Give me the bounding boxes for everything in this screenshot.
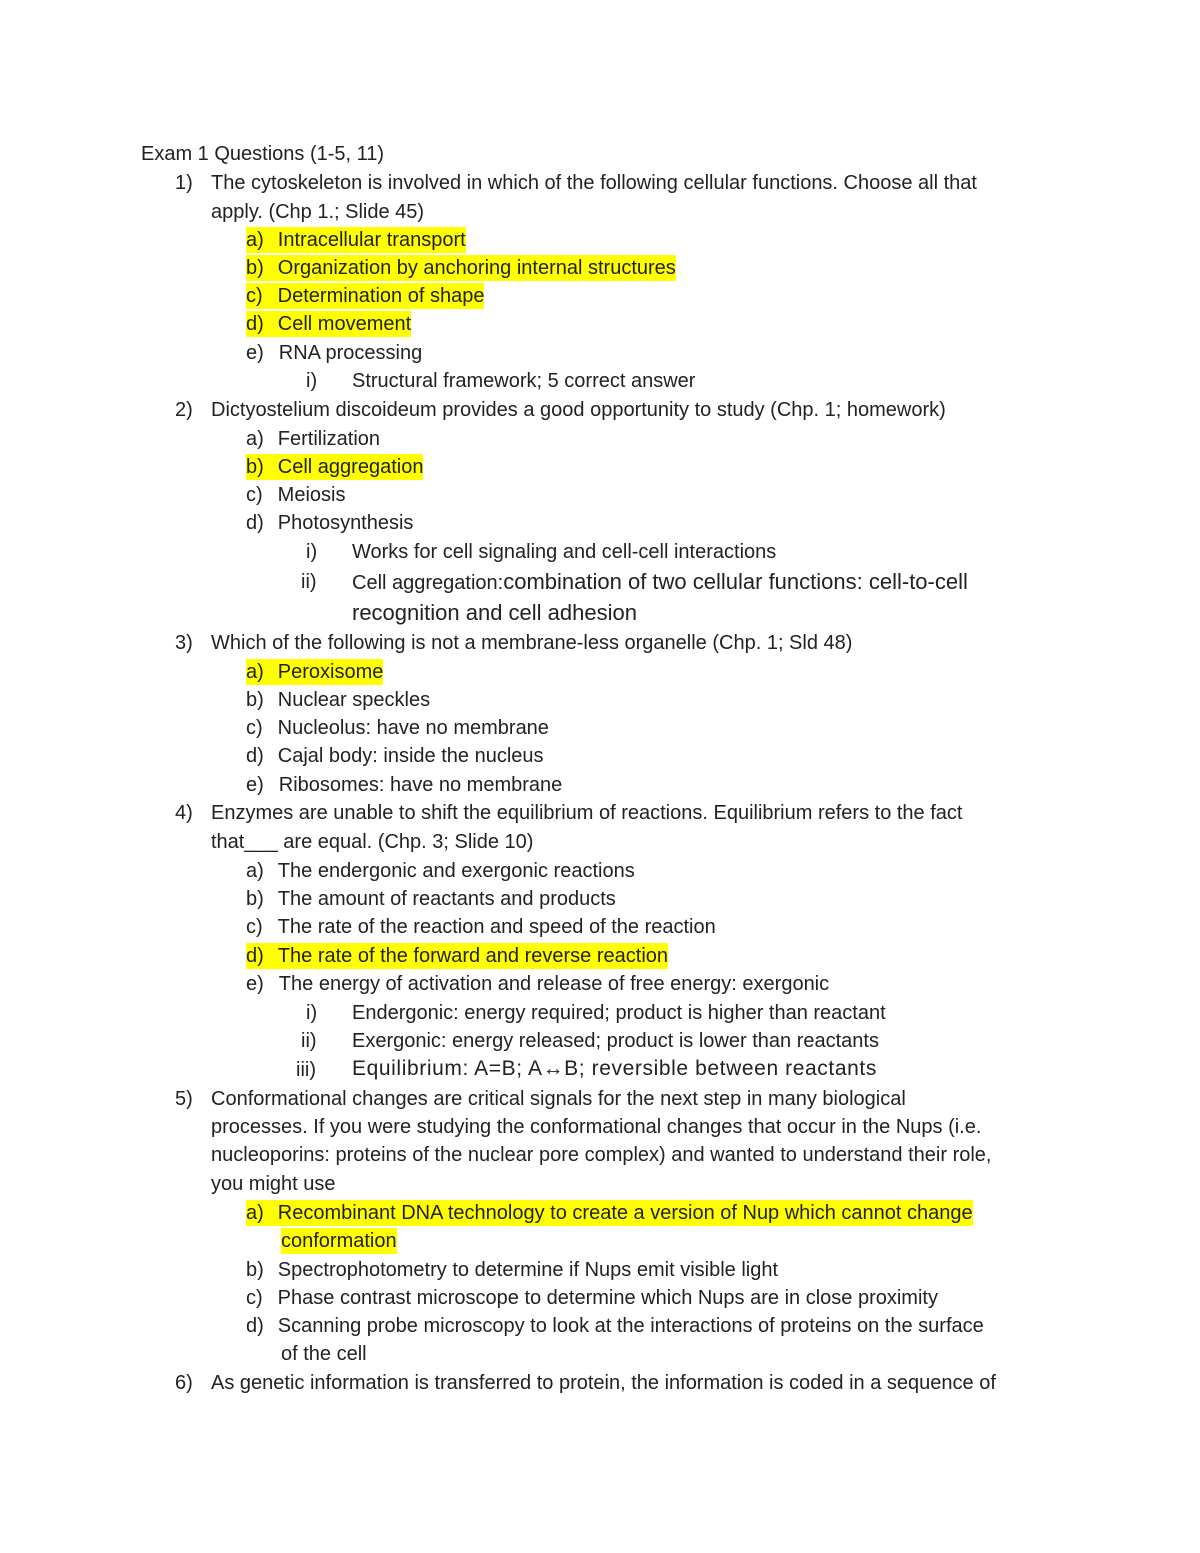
option-text-continued: conformation bbox=[281, 1230, 397, 1252]
option-marker: b) bbox=[246, 888, 264, 910]
answer-option bbox=[246, 772, 562, 798]
option-marker: a) bbox=[246, 860, 264, 882]
answer-option bbox=[246, 914, 716, 940]
option-text: Scanning probe microscopy to look at the interactions of proteins on the surface bbox=[277, 1315, 984, 1337]
option-marker: d) bbox=[246, 945, 264, 967]
answer-option bbox=[246, 255, 676, 281]
option-text: Peroxisome bbox=[277, 661, 384, 683]
question-number: 2) bbox=[175, 399, 193, 421]
answer-option bbox=[246, 687, 430, 713]
option-text: Cell aggregation bbox=[277, 456, 424, 478]
note-text bbox=[352, 569, 968, 596]
option-text: Cell movement bbox=[277, 313, 412, 335]
option-text: The energy of activation and release of free energy: exergonic bbox=[278, 973, 830, 995]
document-title: Exam 1 Questions (1-5, 11) bbox=[141, 143, 385, 165]
option-text: Nuclear speckles bbox=[277, 689, 431, 711]
option-text: Determination of shape bbox=[277, 285, 485, 307]
option-text: Phase contrast microscope to determine which Nups are in close proximity bbox=[277, 1287, 938, 1309]
option-text: Organization by anchoring internal structures bbox=[277, 257, 676, 279]
option-marker: b) bbox=[246, 257, 264, 279]
question-number: 4) bbox=[175, 802, 193, 824]
question-text: As genetic information is transferred to protein, the information is coded in a sequence of bbox=[211, 1372, 996, 1394]
option-text: Cajal body: inside the nucleus bbox=[277, 745, 544, 767]
note-text: Equilibrium: A=B; A↔B; reversible between reactants bbox=[352, 1057, 877, 1080]
note-text-continued: recognition and cell adhesion bbox=[352, 600, 637, 625]
answer-option bbox=[246, 743, 544, 769]
note-marker: iii) bbox=[296, 1059, 316, 1081]
answer-option bbox=[246, 1200, 973, 1226]
answer-option bbox=[246, 943, 668, 969]
answer-option bbox=[246, 1313, 984, 1339]
option-text: The rate of the forward and reverse reaction bbox=[277, 945, 669, 967]
option-marker: d) bbox=[246, 313, 264, 335]
option-text: Ribosomes: have no membrane bbox=[278, 774, 563, 796]
option-text: The amount of reactants and products bbox=[277, 888, 616, 910]
question-text: that___ are equal. (Chp. 3; Slide 10) bbox=[211, 831, 534, 853]
question-text: you might use bbox=[211, 1173, 336, 1195]
option-text: Recombinant DNA technology to create a version of Nup which cannot change bbox=[277, 1202, 973, 1224]
answer-option bbox=[246, 340, 422, 366]
answer-option bbox=[246, 283, 484, 309]
option-marker: a) bbox=[246, 229, 264, 251]
option-marker: e) bbox=[246, 973, 264, 995]
option-text: The endergonic and exergonic reactions bbox=[277, 860, 635, 882]
option-text: Spectrophotometry to determine if Nups emit visible light bbox=[277, 1259, 779, 1281]
note-marker: i) bbox=[306, 370, 318, 392]
answer-option bbox=[246, 510, 413, 536]
option-marker: b) bbox=[246, 1259, 264, 1281]
answer-option bbox=[246, 311, 411, 337]
option-marker: c) bbox=[246, 916, 263, 938]
question-text: Which of the following is not a membrane-less organelle (Chp. 1; Sld 48) bbox=[211, 632, 853, 654]
option-marker: b) bbox=[246, 689, 264, 711]
question-text: The cytoskeleton is involved in which of the following cellular functions. Choose all that bbox=[211, 172, 977, 194]
note-text: Structural framework; 5 correct answer bbox=[352, 370, 696, 392]
option-marker: a) bbox=[246, 428, 264, 450]
option-marker: a) bbox=[246, 1202, 264, 1224]
option-marker: e) bbox=[246, 342, 264, 364]
option-marker: c) bbox=[246, 1287, 263, 1309]
answer-option bbox=[246, 426, 380, 452]
question-number: 3) bbox=[175, 632, 193, 654]
option-text: Intracellular transport bbox=[277, 229, 466, 251]
answer-option bbox=[246, 659, 383, 685]
note-text: Exergonic: energy released; product is lower than reactants bbox=[352, 1030, 879, 1052]
note-marker: ii) bbox=[301, 571, 317, 593]
option-marker: b) bbox=[246, 456, 264, 478]
note-marker: i) bbox=[306, 541, 318, 563]
question-number: 6) bbox=[175, 1372, 193, 1394]
option-marker: c) bbox=[246, 484, 263, 506]
answer-option bbox=[246, 1285, 938, 1311]
answer-option bbox=[246, 454, 423, 480]
option-marker: c) bbox=[246, 717, 263, 739]
question-text: processes. If you were studying the conformational changes that occur in the Nups (i.e. bbox=[211, 1116, 982, 1138]
option-marker: d) bbox=[246, 1315, 264, 1337]
note-marker: i) bbox=[306, 1002, 318, 1024]
option-marker: a) bbox=[246, 661, 264, 683]
note-marker: ii) bbox=[301, 1030, 317, 1052]
note-text-large: combination of two cellular functions: cell-to-cell bbox=[503, 569, 968, 594]
option-text: Meiosis bbox=[277, 484, 346, 506]
answer-option bbox=[246, 1257, 778, 1283]
note-text: Endergonic: energy required; product is higher than reactant bbox=[352, 1002, 886, 1024]
answer-option bbox=[246, 971, 829, 997]
question-text: Conformational changes are critical signals for the next step in many biological bbox=[211, 1088, 906, 1110]
option-marker: c) bbox=[246, 285, 263, 307]
option-text: Nucleolus: have no membrane bbox=[277, 717, 549, 739]
option-text: Photosynthesis bbox=[277, 512, 414, 534]
option-marker: d) bbox=[246, 512, 264, 534]
option-text: RNA processing bbox=[278, 342, 423, 364]
question-text: nucleoporins: proteins of the nuclear pore complex) and wanted to understand their role, bbox=[211, 1144, 992, 1166]
note-text: Works for cell signaling and cell-cell interactions bbox=[352, 541, 777, 563]
option-text: The rate of the reaction and speed of the reaction bbox=[277, 916, 716, 938]
option-text: Fertilization bbox=[277, 428, 381, 450]
option-marker: e) bbox=[246, 774, 264, 796]
answer-option bbox=[246, 227, 466, 253]
option-text-continued: of the cell bbox=[281, 1343, 367, 1365]
question-text: Enzymes are unable to shift the equilibrium of reactions. Equilibrium refers to the fact bbox=[211, 802, 963, 824]
answer-option bbox=[246, 886, 616, 912]
question-number: 5) bbox=[175, 1088, 193, 1110]
note-text-lead: Cell aggregation: bbox=[352, 572, 504, 594]
answer-option bbox=[246, 482, 345, 508]
answer-option bbox=[246, 715, 549, 741]
question-text: apply. (Chp 1.; Slide 45) bbox=[211, 201, 425, 223]
answer-option bbox=[246, 858, 635, 884]
option-marker: d) bbox=[246, 745, 264, 767]
question-number: 1) bbox=[175, 172, 193, 194]
question-text: Dictyostelium discoideum provides a good opportunity to study (Chp. 1; homework) bbox=[211, 399, 946, 421]
